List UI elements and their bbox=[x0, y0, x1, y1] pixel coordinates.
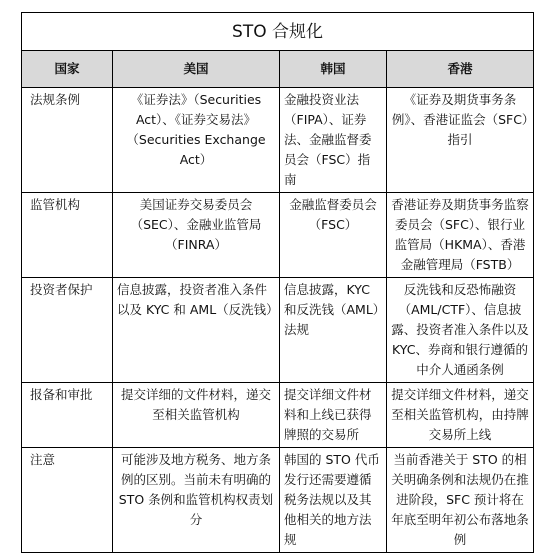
table-row bbox=[22, 448, 534, 553]
row-label: 注意 bbox=[22, 448, 113, 553]
cell-us: 美国证券交易委员会（SEC）、金融业监管局（FINRA） bbox=[113, 193, 280, 278]
table-row bbox=[22, 88, 534, 193]
row-label: 投资者保护 bbox=[22, 278, 113, 383]
row-label: 监管机构 bbox=[22, 193, 113, 278]
table-row bbox=[22, 278, 534, 383]
title-row bbox=[22, 13, 534, 51]
header-row bbox=[22, 51, 534, 88]
cell-us: 信息披露，投资者准入条件以及 KYC 和 AML（反洗钱） bbox=[113, 278, 280, 383]
row-label: 法规条例 bbox=[22, 88, 113, 193]
header-country: 国家 bbox=[22, 51, 113, 88]
header-hk: 香港 bbox=[387, 51, 534, 88]
cell-kr: 信息披露，KYC 和反洗钱（AML）法规 bbox=[280, 278, 387, 383]
header-kr: 韩国 bbox=[280, 51, 387, 88]
cell-kr: 金融投资业法（FIPA）、证券法、金融监督委员会（FSC）指南 bbox=[280, 88, 387, 193]
cell-us: 《证券法》（Securities Act）、《证券交易法》（Securities Exchange Act） bbox=[113, 88, 280, 193]
sto-compliance-table-wrapper bbox=[21, 12, 533, 553]
cell-kr: 金融监督委员会（FSC） bbox=[280, 193, 387, 278]
header-us: 美国 bbox=[113, 51, 280, 88]
cell-kr: 提交详细文件材料和上线已获得牌照的交易所 bbox=[280, 383, 387, 448]
cell-hk: 反洗钱和反恐怖融资（AML/CTF）、信息披露、投资者准入条件以及 KYC、券商和银行遵循的中介人通函条例 bbox=[387, 278, 534, 383]
sto-compliance-table bbox=[21, 12, 534, 553]
table-row bbox=[22, 383, 534, 448]
cell-kr: 韩国的 STO 代币发行还需要遵循税务法规以及其他相关的地方法规 bbox=[280, 448, 387, 553]
cell-us: 提交详细的文件材料，递交至相关监管机构 bbox=[113, 383, 280, 448]
row-label: 报备和审批 bbox=[22, 383, 113, 448]
table-title: STO 合规化 bbox=[22, 13, 534, 51]
cell-hk: 《证券及期货事务条例》、香港证监会（SFC）指引 bbox=[387, 88, 534, 193]
cell-hk: 提交详细文件材料，递交至相关监管机构，由持牌交易所上线 bbox=[387, 383, 534, 448]
cell-hk: 香港证券及期货事务监察委员会（SFC）、银行业监管局（HKMA）、香港金融管理局（FSTB） bbox=[387, 193, 534, 278]
cell-us: 可能涉及地方税务、地方条例的区别。当前未有明确的 STO 条例和监管机构权责划分 bbox=[113, 448, 280, 553]
cell-hk: 当前香港关于 STO 的相关明确条例和法规仍在推进阶段，SFC 预计将在年底至明年初公布落地条例 bbox=[387, 448, 534, 553]
table-row bbox=[22, 193, 534, 278]
